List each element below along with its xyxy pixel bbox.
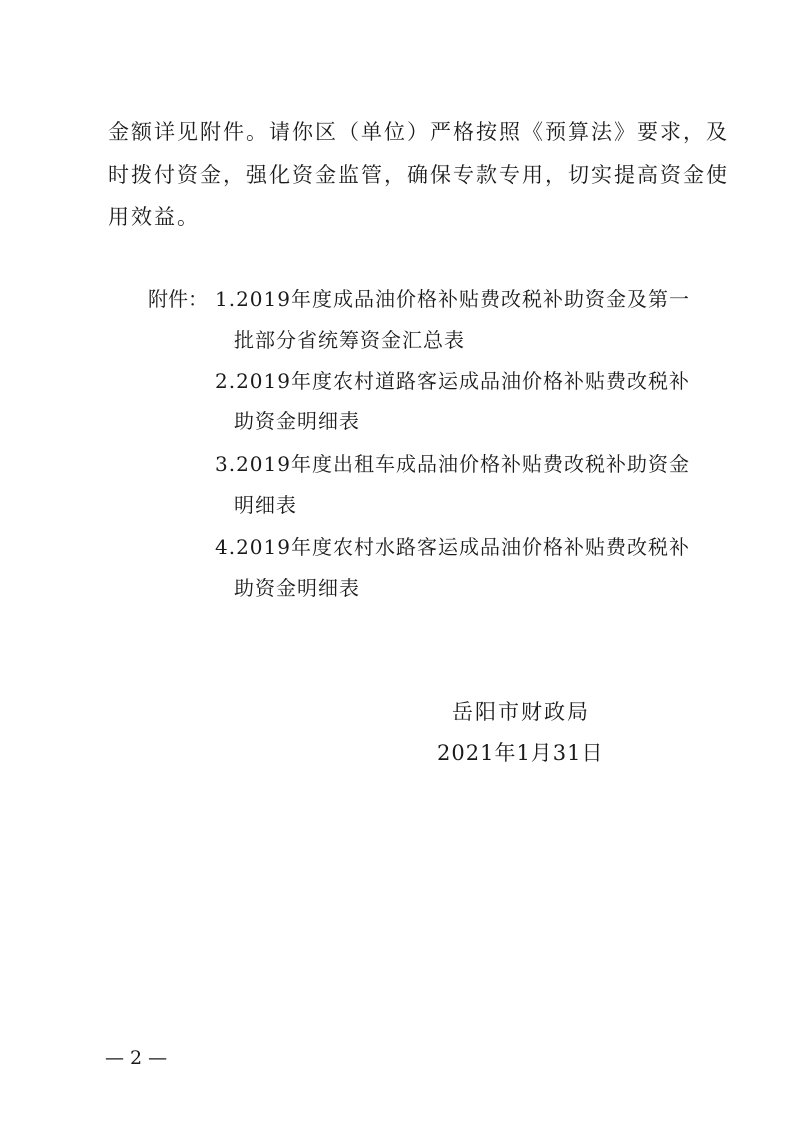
page-number: — 2 — bbox=[105, 1047, 168, 1069]
issue-date: 2021年1月31日 bbox=[437, 741, 604, 765]
attachment-item-4-line-1: 4.2019年度农村水路客运成品油价格补贴费改税补 bbox=[215, 535, 690, 559]
attachment-item-2-line-1: 2.2019年度农村道路客运成品油价格补贴费改税补 bbox=[215, 369, 690, 393]
attachment-item-4-line-2: 助资金明细表 bbox=[234, 576, 360, 600]
attachment-item-3-line-2: 明细表 bbox=[234, 493, 297, 517]
body-line: 金额详见附件。请你区（单位）严格按照《预算法》要求，及 bbox=[108, 120, 729, 144]
body-line: 用效益。 bbox=[108, 205, 200, 229]
attachment-item-3-line-1: 3.2019年度出租车成品油价格补贴费改税补助资金 bbox=[215, 452, 690, 476]
attachment-item-2-line-2: 助资金明细表 bbox=[234, 409, 360, 433]
issuer-name: 岳阳市财政局 bbox=[452, 700, 590, 724]
attachment-item-1-line-1: 1.2019年度成品油价格补贴费改税补助资金及第一 bbox=[215, 287, 690, 311]
body-line: 时拨付资金，强化资金监管，确保专款专用，切实提高资金使 bbox=[108, 163, 729, 187]
attachments-label: 附件： bbox=[148, 287, 208, 311]
attachment-item-1-line-2: 批部分省统筹资金汇总表 bbox=[234, 328, 465, 352]
